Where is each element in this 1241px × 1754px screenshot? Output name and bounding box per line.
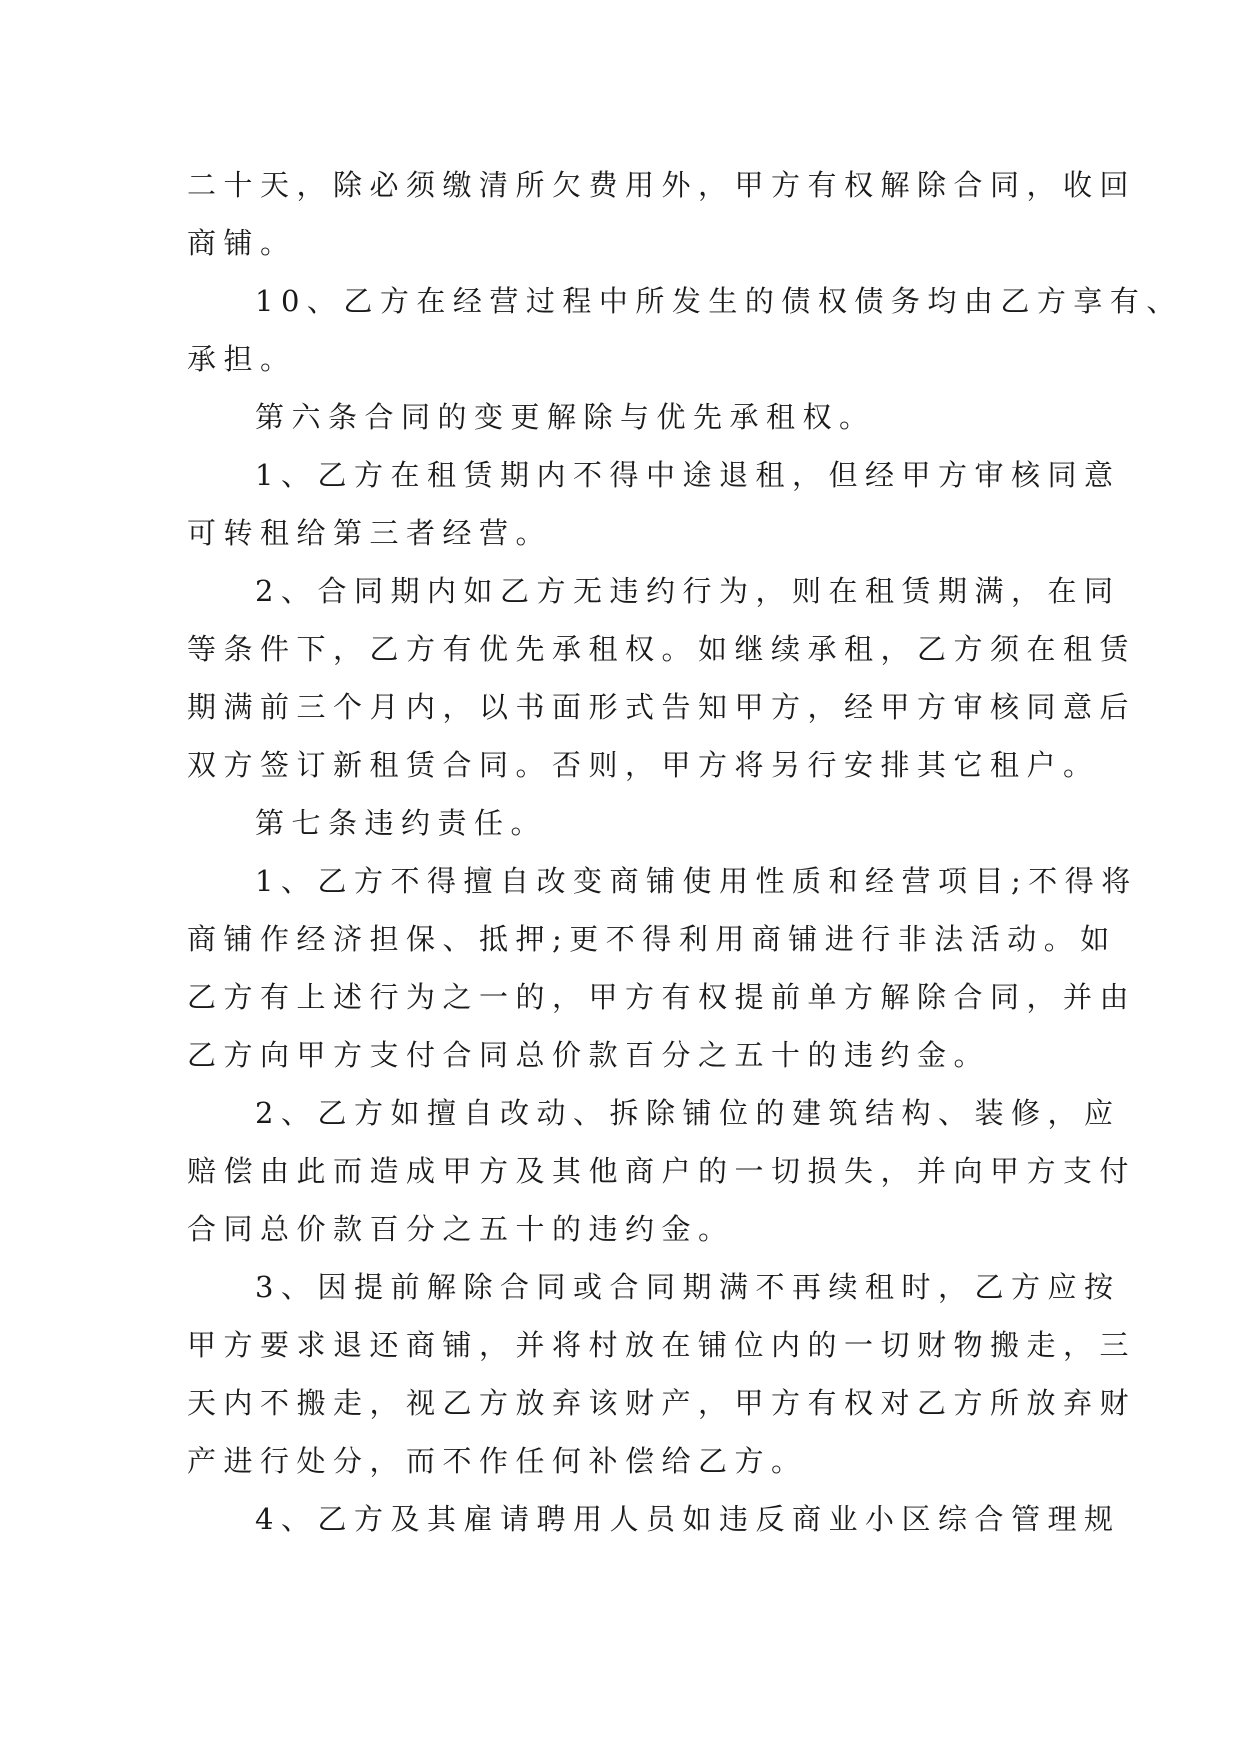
- text-line: 商铺作经济担保、抵押;更不得利用商铺进行非法活动。如: [187, 922, 1117, 956]
- section-heading: 第七条违约责任。: [255, 806, 548, 840]
- text-line: 可转租给第三者经营。: [187, 516, 553, 550]
- text-line: 商铺。: [187, 226, 297, 260]
- text-line: 产进行处分，而不作任何补偿给乙方。: [187, 1444, 808, 1478]
- text-line: 双方签订新租赁合同。否则，甲方将另行安排其它租户。: [187, 748, 1100, 782]
- section-heading: 第六条合同的变更解除与优先承租权。: [255, 400, 876, 434]
- text-line: 2、合同期内如乙方无违约行为，则在租赁期满，在同: [255, 574, 1121, 608]
- text-line: 乙方向甲方支付合同总价款百分之五十的违约金。: [187, 1038, 991, 1072]
- text-line: 10、乙方在经营过程中所发生的债权债务均由乙方享有、: [255, 284, 1183, 318]
- text-line: 期满前三个月内，以书面形式告知甲方，经甲方审核同意后: [187, 690, 1137, 724]
- text-line: 等条件下，乙方有优先承租权。如继续承租，乙方须在租赁: [187, 632, 1137, 666]
- text-line: 甲方要求退还商铺，并将村放在铺位内的一切财物搬走，三: [187, 1328, 1137, 1362]
- text-line: 天内不搬走，视乙方放弃该财产，甲方有权对乙方所放弃财: [187, 1386, 1137, 1420]
- text-line: 赔偿由此而造成甲方及其他商户的一切损失，并向甲方支付: [187, 1154, 1137, 1188]
- text-line: 二十天，除必须缴清所欠费用外，甲方有权解除合同，收回: [187, 168, 1137, 202]
- text-line: 1、乙方不得擅自改变商铺使用性质和经营项目;不得将: [255, 864, 1138, 898]
- text-line: 1、乙方在租赁期内不得中途退租，但经甲方审核同意: [255, 458, 1121, 492]
- text-line: 乙方有上述行为之一的，甲方有权提前单方解除合同，并由: [187, 980, 1137, 1014]
- text-line: 2、乙方如擅自改动、拆除铺位的建筑结构、装修，应: [255, 1096, 1121, 1130]
- text-line: 4、乙方及其雇请聘用人员如违反商业小区综合管理规: [255, 1502, 1121, 1536]
- text-line: 3、因提前解除合同或合同期满不再续租时，乙方应按: [255, 1270, 1121, 1304]
- text-line: 合同总价款百分之五十的违约金。: [187, 1212, 735, 1246]
- text-line: 承担。: [187, 342, 297, 376]
